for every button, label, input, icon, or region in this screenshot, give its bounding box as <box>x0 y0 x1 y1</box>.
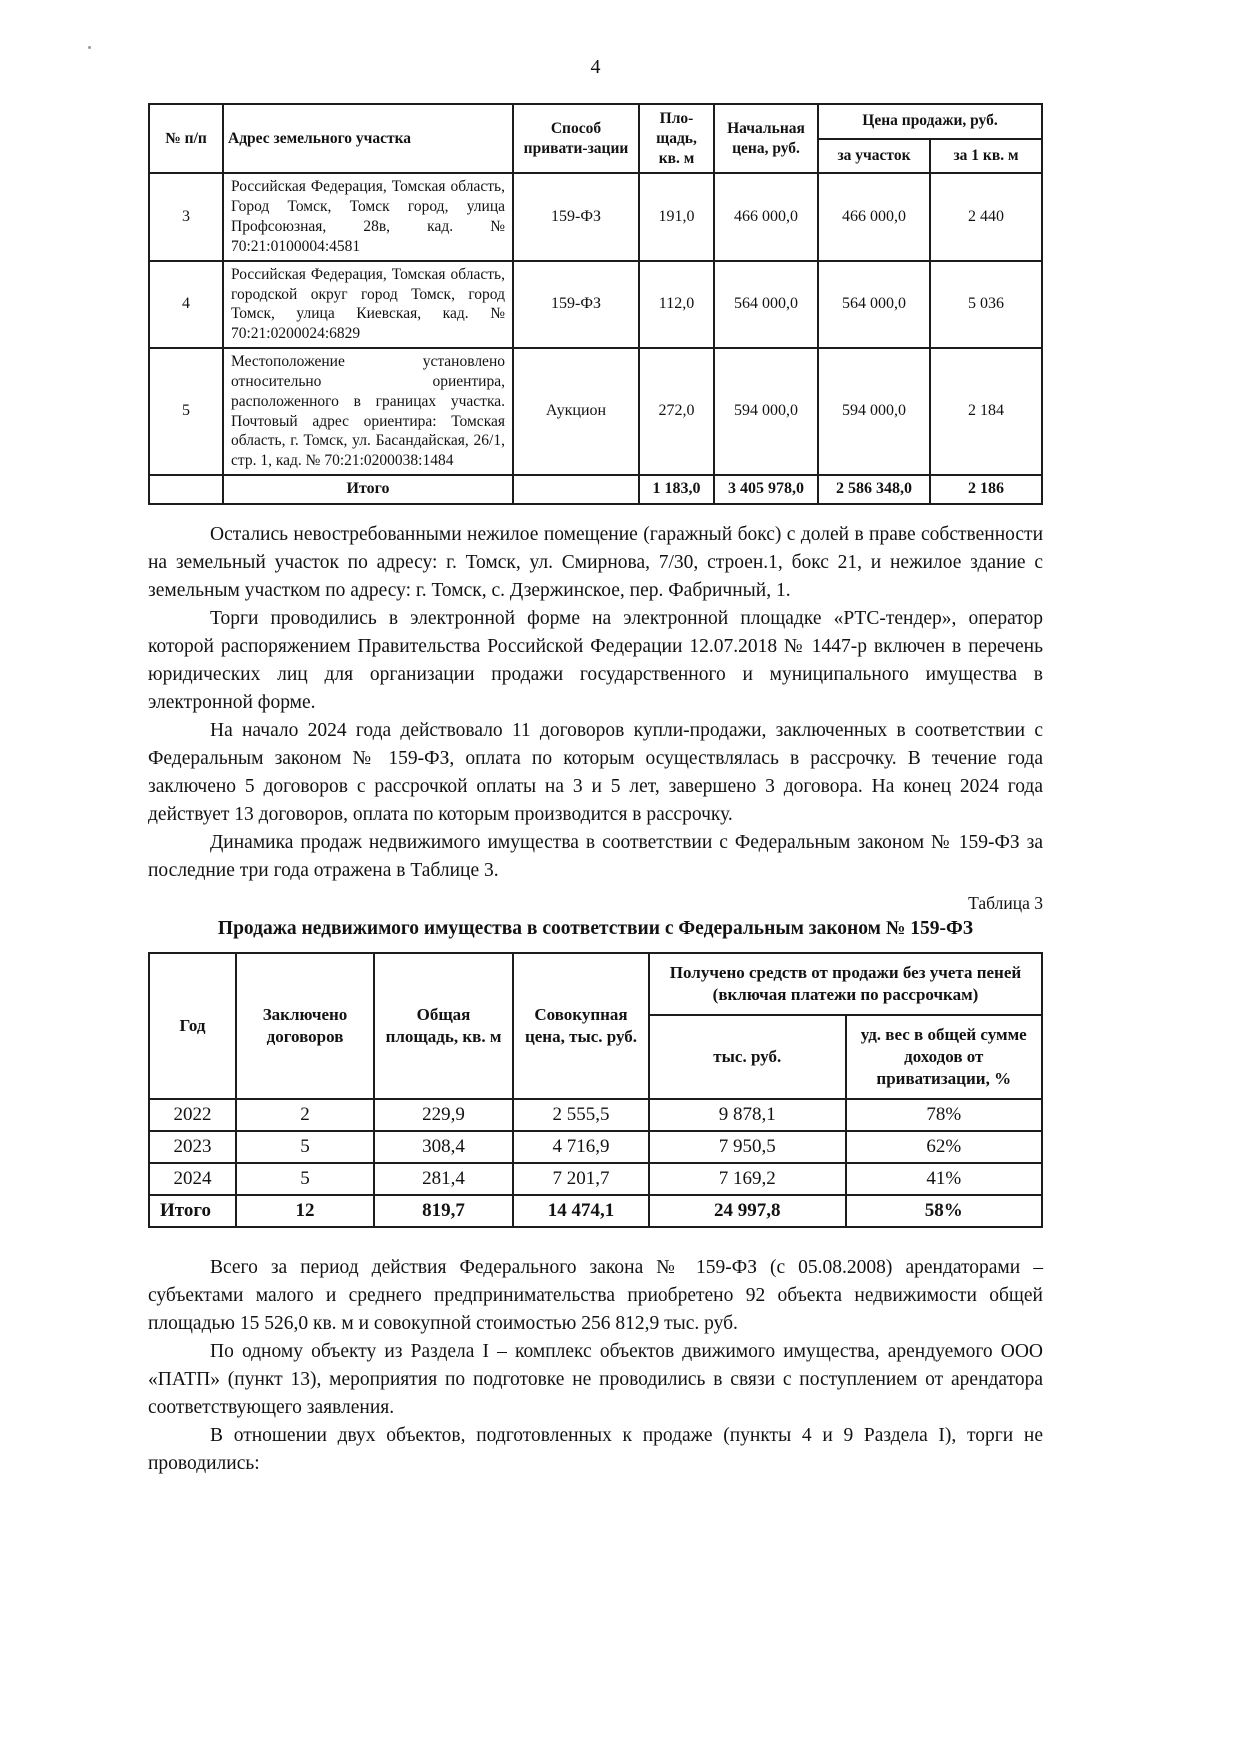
cell-area: 191,0 <box>639 173 714 260</box>
cell-total-area: 819,7 <box>374 1195 513 1227</box>
cell-received: 9 878,1 <box>649 1099 846 1131</box>
cell-method: 159-ФЗ <box>513 173 639 260</box>
cell-area: 281,4 <box>374 1163 513 1195</box>
cell-empty <box>149 475 223 503</box>
table-row <box>149 1099 1042 1131</box>
header-address: Адрес земельного участка <box>223 104 513 173</box>
cell-year: 2023 <box>149 1131 236 1163</box>
cell-num: 3 <box>149 173 223 260</box>
paragraph-no-auctions: В отношении двух объектов, подготовленных к продаже (пункты 4 и 9 Раздела I), торги не проводились: <box>148 1425 1043 1475</box>
page-number: 4 <box>590 56 601 78</box>
cell-total-per-plot: 2 586 348,0 <box>818 475 930 503</box>
cell-area: 308,4 <box>374 1131 513 1163</box>
cell-per-sqm: 2 440 <box>930 173 1042 260</box>
header-year: Год <box>149 953 236 1099</box>
paragraph-patp-object: По одному объекту из Раздела I – комплекс объектов движимого имущества, арендуемого ООО «ПАТП» (пункт 13), мероприятия по подготовке не проводились в связи с поступлением от арендатора соответствующего заявления. <box>148 1341 1043 1419</box>
header-contracts: Заключено договоров <box>236 953 374 1099</box>
fz159-table-body <box>149 1099 1042 1227</box>
cell-total-price: 2 555,5 <box>513 1099 649 1131</box>
cell-per-plot: 594 000,0 <box>818 348 930 475</box>
header-num: № п/п <box>149 104 223 173</box>
cell-total-label: Итого <box>223 475 513 503</box>
table3-caption: Таблица 3 <box>968 892 1043 913</box>
cell-contracts: 5 <box>236 1131 374 1163</box>
cell-area: 112,0 <box>639 261 714 348</box>
cell-total-contracts: 12 <box>236 1195 374 1227</box>
table-row <box>149 1131 1042 1163</box>
header-share: уд. вес в общей сумме доходов от приватизации, % <box>846 1015 1043 1099</box>
cell-start-price: 564 000,0 <box>714 261 818 348</box>
paragraph-contracts-2024: На начало 2024 года действовало 11 договоров купли-продажи, заключенных в соответствии с Федеральным законом № 159-ФЗ, оплата по которым осуществлялась в рассрочку. В течение года заключено 5 договоров с рассрочкой оплаты на 3 и 5 лет, завершено 3 договора. На конец 2024 года действует 13 договоров, оплата по которым производится в рассрочку. <box>148 719 1043 825</box>
cell-year: 2022 <box>149 1099 236 1131</box>
table-row <box>149 1163 1042 1195</box>
cell-received: 7 169,2 <box>649 1163 846 1195</box>
cell-empty <box>513 475 639 503</box>
body-text-block-1 <box>148 521 1043 885</box>
cell-method: 159-ФЗ <box>513 261 639 348</box>
cell-share: 62% <box>846 1131 1043 1163</box>
cell-share: 78% <box>846 1099 1043 1131</box>
cell-method: Аукцион <box>513 348 639 475</box>
header-per-sqm: за 1 кв. м <box>930 139 1042 174</box>
body-text-block-2 <box>148 1254 1043 1478</box>
header-area: Пло-щадь, кв. м <box>639 104 714 173</box>
paragraph-fz159-totals: Всего за период действия Федерального закона № 159-ФЗ (с 05.08.2008) арендаторами – субъектами малого и среднего предпринимательства приобретено 92 объекта недвижимости общей площадью 15 526,0 кв. м и совокупной стоимостью 256 812,9 тыс. руб. <box>148 1257 1043 1335</box>
cell-contracts: 2 <box>236 1099 374 1131</box>
cell-num: 4 <box>149 261 223 348</box>
header-thousand-rub: тыс. руб. <box>649 1015 846 1099</box>
cell-per-plot: 466 000,0 <box>818 173 930 260</box>
header-start-price: Начальная цена, руб. <box>714 104 818 173</box>
scan-artifact <box>88 46 91 49</box>
cell-share: 41% <box>846 1163 1043 1195</box>
cell-total-received: 24 997,8 <box>649 1195 846 1227</box>
land-sales-table <box>148 103 1043 505</box>
fz159-table-header <box>149 953 1042 1099</box>
header-method: Способ привати-зации <box>513 104 639 173</box>
cell-total-share: 58% <box>846 1195 1043 1227</box>
header-received-funds: Получено средств от продажи без учета пеней (включая платежи по рассрочкам) <box>649 953 1042 1015</box>
cell-total-price: 4 716,9 <box>513 1131 649 1163</box>
cell-address: Российская Федерация, Томская область, Город Томск, Томск город, улица Профсоюзная, 28в, кад. № 70:21:0100004:4581 <box>223 173 513 260</box>
header-total-price: Совокупная цена, тыс. руб. <box>513 953 649 1099</box>
cell-received: 7 950,5 <box>649 1131 846 1163</box>
cell-per-sqm: 5 036 <box>930 261 1042 348</box>
header-per-plot: за участок <box>818 139 930 174</box>
cell-total-per-sqm: 2 186 <box>930 475 1042 503</box>
cell-contracts: 5 <box>236 1163 374 1195</box>
cell-num: 5 <box>149 348 223 475</box>
cell-total-label: Итого <box>149 1195 236 1227</box>
table-row <box>149 173 1042 260</box>
cell-address: Российская Федерация, Томская область, городской округ город Томск, город Томск, улица Киевская, кад. № 70:21:0200024:6829 <box>223 261 513 348</box>
cell-total-area: 1 183,0 <box>639 475 714 503</box>
table-row <box>149 348 1042 475</box>
header-sale-price: Цена продажи, руб. <box>818 104 1042 139</box>
cell-start-price: 594 000,0 <box>714 348 818 475</box>
table-total-row <box>149 1195 1042 1227</box>
paragraph-dynamics-intro: Динамика продаж недвижимого имущества в соответствии с Федеральным законом № 159-ФЗ за последние три года отражена в Таблице 3. <box>148 831 1043 881</box>
cell-total-price: 7 201,7 <box>513 1163 649 1195</box>
cell-start-price: 466 000,0 <box>714 173 818 260</box>
cell-year: 2024 <box>149 1163 236 1195</box>
paragraph-unsold-objects: Остались невостребованными нежилое помещение (гаражный бокс) с долей в праве собственности на земельный участок по адресу: г. Томск, ул. Смирнова, 7/30, строен.1, бокс 21, и нежилое здание с земельным участком по адресу: г. Томск, с. Дзержинское, пер. Фабричный, 1. <box>148 523 1043 601</box>
table-total-row <box>149 475 1042 503</box>
cell-area: 229,9 <box>374 1099 513 1131</box>
cell-per-sqm: 2 184 <box>930 348 1042 475</box>
table-header-row <box>149 104 1042 139</box>
table-row <box>149 261 1042 348</box>
fz159-sales-table <box>148 952 1043 1228</box>
cell-total-price: 14 474,1 <box>513 1195 649 1227</box>
header-total-area: Общая площадь, кв. м <box>374 953 513 1099</box>
table-header-row <box>149 953 1042 1015</box>
table3-title: Продажа недвижимого имущества в соответствии с Федеральным законом № 159-ФЗ <box>217 917 974 939</box>
land-sales-table-body <box>149 173 1042 503</box>
cell-area: 272,0 <box>639 348 714 475</box>
cell-per-plot: 564 000,0 <box>818 261 930 348</box>
land-sales-table-header <box>149 104 1042 173</box>
cell-address: Местоположение установлено относительно ориентира, расположенного в границах участка. Почтовый адрес ориентира: Томская область, г. Томск, ул. Басандайская, 26/1, стр. 1, кад. № 70:21:0200038:1484 <box>223 348 513 475</box>
paragraph-rts-tender: Торги проводились в электронной форме на электронной площадке «РТС-тендер», оператор которой распоряжением Правительства Российской Федерации 12.07.2018 № 1447-р включен в перечень юридических лиц для организации продажи государственного и муниципального имущества в электронной форме. <box>148 607 1043 713</box>
cell-total-start-price: 3 405 978,0 <box>714 475 818 503</box>
